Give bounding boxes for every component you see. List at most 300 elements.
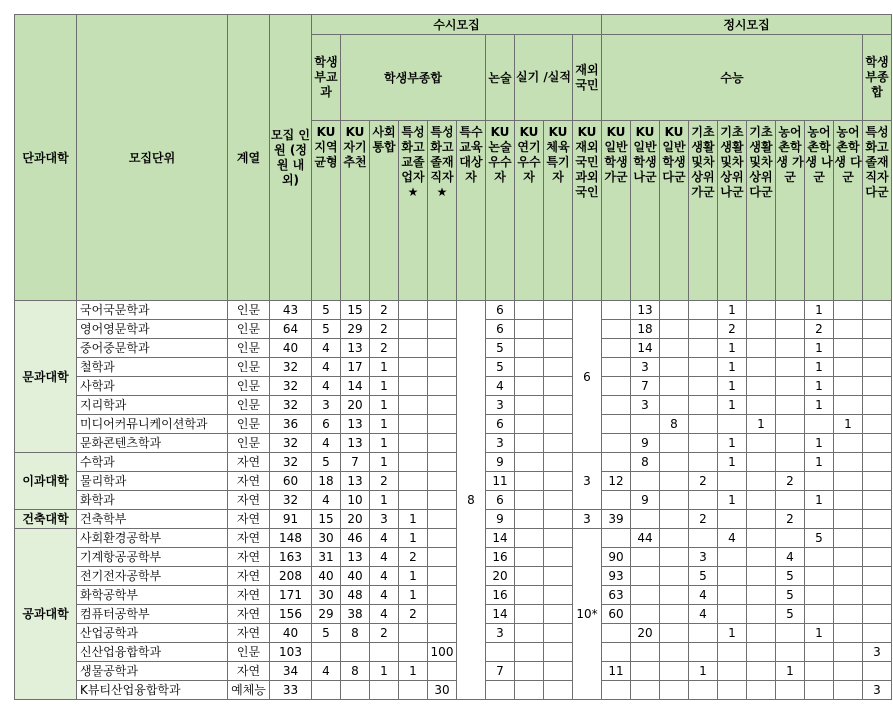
header-track: 계열	[228, 15, 270, 301]
value-cell: 63	[602, 586, 631, 605]
value-cell	[602, 301, 631, 320]
value-cell: 11	[602, 662, 631, 681]
unit-cell: 전기전자공학부	[77, 567, 228, 586]
value-cell	[834, 301, 863, 320]
value-cell	[631, 586, 660, 605]
value-cell: 1	[718, 491, 747, 510]
value-cell	[399, 320, 428, 339]
value-cell	[747, 301, 776, 320]
header-jeongsi-suneung: 수능	[602, 35, 863, 121]
value-cell: 17	[341, 358, 370, 377]
value-cell	[660, 396, 689, 415]
value-cell	[631, 681, 660, 700]
header-college: 단과대학	[15, 15, 77, 301]
value-cell	[805, 643, 834, 662]
value-cell	[515, 377, 544, 396]
table-body	[15, 301, 892, 700]
value-cell: 5	[776, 567, 805, 586]
value-cell	[399, 358, 428, 377]
table-row	[15, 548, 892, 567]
value-cell	[660, 472, 689, 491]
value-cell	[747, 434, 776, 453]
value-cell	[515, 301, 544, 320]
track-cell: 인문	[228, 377, 270, 396]
value-cell	[776, 301, 805, 320]
unit-cell: 기계항공공학부	[77, 548, 228, 567]
table-row	[15, 662, 892, 681]
value-cell	[660, 529, 689, 548]
quota-cell: 32	[270, 434, 312, 453]
value-cell	[660, 339, 689, 358]
track-cell: 자연	[228, 567, 270, 586]
value-cell	[776, 491, 805, 510]
value-cell	[863, 396, 892, 415]
value-cell	[805, 548, 834, 567]
quota-cell: 32	[270, 491, 312, 510]
value-cell	[544, 624, 573, 643]
value-cell	[602, 377, 631, 396]
table-row	[15, 605, 892, 624]
track-cell: 인문	[228, 434, 270, 453]
value-cell	[399, 396, 428, 415]
value-cell	[689, 377, 718, 396]
value-cell	[370, 643, 399, 662]
value-cell	[399, 453, 428, 472]
table-row	[15, 491, 892, 510]
quota-cell: 32	[270, 453, 312, 472]
value-cell	[834, 320, 863, 339]
college-cell: 공과대학	[15, 529, 77, 700]
value-cell: 46	[341, 529, 370, 548]
track-cell: 자연	[228, 548, 270, 567]
value-cell	[834, 396, 863, 415]
value-cell: 1	[805, 339, 834, 358]
table-row	[15, 339, 892, 358]
unit-cell: 미디어커뮤니케이션학과	[77, 415, 228, 434]
value-cell: 4	[370, 548, 399, 567]
value-cell	[515, 339, 544, 358]
value-cell: 1	[805, 491, 834, 510]
value-cell: 1	[370, 396, 399, 415]
value-cell	[863, 434, 892, 453]
value-cell	[834, 472, 863, 491]
value-cell	[660, 301, 689, 320]
value-cell	[544, 491, 573, 510]
quota-cell: 148	[270, 529, 312, 548]
subheader: 특성화고졸재직자★	[428, 121, 457, 301]
value-cell	[312, 681, 341, 700]
value-cell: 3	[631, 396, 660, 415]
value-cell	[660, 434, 689, 453]
value-cell	[689, 339, 718, 358]
value-cell: 1	[718, 624, 747, 643]
value-cell	[341, 643, 370, 662]
value-cell: 38	[341, 605, 370, 624]
value-cell: 16	[486, 548, 515, 567]
value-cell	[718, 586, 747, 605]
value-cell: 5	[486, 358, 515, 377]
value-cell	[805, 415, 834, 434]
value-cell	[428, 567, 457, 586]
header-susi-nonsul: 논술	[486, 35, 515, 121]
merged-overseas-cell: 10*	[573, 529, 602, 700]
value-cell	[515, 662, 544, 681]
value-cell	[631, 548, 660, 567]
value-cell	[718, 567, 747, 586]
unit-cell: 지리학과	[77, 396, 228, 415]
quota-cell: 208	[270, 567, 312, 586]
value-cell: 2	[370, 339, 399, 358]
value-cell	[399, 643, 428, 662]
value-cell	[805, 472, 834, 491]
value-cell	[515, 396, 544, 415]
value-cell: 20	[341, 396, 370, 415]
value-cell	[544, 662, 573, 681]
value-cell	[805, 567, 834, 586]
value-cell	[660, 377, 689, 396]
track-cell: 자연	[228, 491, 270, 510]
value-cell	[399, 472, 428, 491]
value-cell: 8	[631, 453, 660, 472]
quota-cell: 32	[270, 377, 312, 396]
value-cell	[428, 320, 457, 339]
value-cell	[486, 681, 515, 700]
value-cell: 4	[312, 491, 341, 510]
value-cell	[776, 434, 805, 453]
value-cell	[399, 681, 428, 700]
value-cell: 1	[805, 624, 834, 643]
value-cell: 1	[370, 415, 399, 434]
subheader: 특수교육대상자	[457, 121, 486, 301]
value-cell	[370, 681, 399, 700]
table-row	[15, 358, 892, 377]
header-susi-jaeoe: 재외 국민	[573, 35, 602, 121]
value-cell	[544, 453, 573, 472]
value-cell: 4	[370, 529, 399, 548]
quota-cell: 40	[270, 624, 312, 643]
value-cell	[602, 339, 631, 358]
table-row	[15, 453, 892, 472]
value-cell: 9	[631, 491, 660, 510]
value-cell: 14	[486, 605, 515, 624]
table-row	[15, 434, 892, 453]
value-cell	[863, 453, 892, 472]
value-cell	[660, 548, 689, 567]
value-cell	[515, 643, 544, 662]
value-cell	[428, 396, 457, 415]
value-cell: 1	[805, 377, 834, 396]
value-cell	[544, 434, 573, 453]
value-cell	[428, 548, 457, 567]
value-cell	[863, 339, 892, 358]
quota-cell: 33	[270, 681, 312, 700]
value-cell	[863, 472, 892, 491]
unit-cell: K뷰티산업융합학과	[77, 681, 228, 700]
value-cell: 6	[486, 301, 515, 320]
subheader: 특성화고교졸업자★	[399, 121, 428, 301]
value-cell: 4	[312, 662, 341, 681]
unit-cell: 산업공학과	[77, 624, 228, 643]
value-cell: 2	[776, 472, 805, 491]
value-cell	[631, 605, 660, 624]
value-cell: 4	[312, 377, 341, 396]
value-cell	[718, 472, 747, 491]
value-cell	[660, 586, 689, 605]
value-cell: 44	[631, 529, 660, 548]
value-cell: 10	[341, 491, 370, 510]
value-cell	[399, 301, 428, 320]
value-cell	[515, 510, 544, 529]
subheader: 농어촌학생 나군	[805, 121, 834, 301]
value-cell	[747, 396, 776, 415]
value-cell	[631, 472, 660, 491]
value-cell: 39	[602, 510, 631, 529]
value-cell	[428, 529, 457, 548]
value-cell	[689, 320, 718, 339]
value-cell	[399, 415, 428, 434]
value-cell: 60	[602, 605, 631, 624]
value-cell	[718, 510, 747, 529]
unit-cell: 국어국문학과	[77, 301, 228, 320]
value-cell: 1	[718, 434, 747, 453]
value-cell	[776, 453, 805, 472]
value-cell: 4	[370, 567, 399, 586]
value-cell	[863, 301, 892, 320]
value-cell	[689, 491, 718, 510]
unit-cell: 중어중문학과	[77, 339, 228, 358]
value-cell	[776, 681, 805, 700]
value-cell: 2	[689, 510, 718, 529]
value-cell	[399, 377, 428, 396]
subheader: KU자기추천	[341, 121, 370, 301]
quota-cell: 171	[270, 586, 312, 605]
value-cell	[776, 396, 805, 415]
value-cell: 2	[370, 320, 399, 339]
value-cell: 20	[486, 567, 515, 586]
subheader: KU논술우수자	[486, 121, 515, 301]
header-jeongsi-jonghap: 학생부종합	[863, 35, 892, 121]
track-cell: 자연	[228, 624, 270, 643]
value-cell: 13	[341, 548, 370, 567]
value-cell	[602, 415, 631, 434]
value-cell: 2	[370, 301, 399, 320]
merged-special-ed-cell: 8	[457, 301, 486, 700]
value-cell	[805, 586, 834, 605]
value-cell	[399, 624, 428, 643]
value-cell	[805, 681, 834, 700]
value-cell	[747, 320, 776, 339]
value-cell	[631, 662, 660, 681]
value-cell	[428, 586, 457, 605]
value-cell	[776, 643, 805, 662]
subheader: 기초생활및차상위 나군	[718, 121, 747, 301]
value-cell: 1	[399, 567, 428, 586]
value-cell: 1	[718, 453, 747, 472]
admissions-table	[14, 14, 892, 700]
value-cell	[544, 377, 573, 396]
value-cell	[544, 510, 573, 529]
value-cell	[544, 548, 573, 567]
value-cell: 4	[718, 529, 747, 548]
value-cell: 1	[718, 339, 747, 358]
header-unit: 모집단위	[77, 15, 228, 301]
value-cell	[660, 643, 689, 662]
value-cell	[602, 529, 631, 548]
header-susi-silgi: 실기 /실적	[515, 35, 573, 121]
subheader: KU일반학생 다군	[660, 121, 689, 301]
value-cell	[747, 453, 776, 472]
table-row	[15, 301, 892, 320]
value-cell	[515, 472, 544, 491]
value-cell	[399, 339, 428, 358]
value-cell	[689, 415, 718, 434]
value-cell: 12	[602, 472, 631, 491]
value-cell	[689, 396, 718, 415]
subheader: KU일반학생 나군	[631, 121, 660, 301]
value-cell: 30	[312, 586, 341, 605]
value-cell	[486, 643, 515, 662]
value-cell	[863, 491, 892, 510]
value-cell: 2	[689, 472, 718, 491]
value-cell	[602, 681, 631, 700]
value-cell	[602, 643, 631, 662]
value-cell	[834, 567, 863, 586]
value-cell	[863, 548, 892, 567]
value-cell	[747, 624, 776, 643]
value-cell: 3	[486, 434, 515, 453]
value-cell	[776, 529, 805, 548]
quota-cell: 156	[270, 605, 312, 624]
value-cell	[776, 624, 805, 643]
value-cell	[544, 681, 573, 700]
subheader: 특성화고졸재직자 다군	[863, 121, 892, 301]
table-row	[15, 586, 892, 605]
subheader: KU일반학생 가군	[602, 121, 631, 301]
value-cell	[834, 643, 863, 662]
track-cell: 인문	[228, 643, 270, 662]
value-cell	[689, 453, 718, 472]
value-cell	[834, 453, 863, 472]
unit-cell: 수학과	[77, 453, 228, 472]
value-cell	[602, 453, 631, 472]
value-cell	[660, 624, 689, 643]
value-cell	[718, 681, 747, 700]
value-cell: 1	[718, 377, 747, 396]
unit-cell: 신산업융합학과	[77, 643, 228, 662]
value-cell: 5	[486, 339, 515, 358]
value-cell: 40	[341, 567, 370, 586]
value-cell: 13	[341, 434, 370, 453]
quota-cell: 36	[270, 415, 312, 434]
value-cell: 2	[370, 624, 399, 643]
subheader: KU체육특기자	[544, 121, 573, 301]
value-cell	[834, 548, 863, 567]
value-cell	[834, 339, 863, 358]
value-cell	[776, 415, 805, 434]
value-cell: 4	[776, 548, 805, 567]
table-row	[15, 529, 892, 548]
subheader: KU연기우수자	[515, 121, 544, 301]
table-row	[15, 415, 892, 434]
value-cell: 4	[312, 339, 341, 358]
unit-cell: 사학과	[77, 377, 228, 396]
unit-cell: 물리학과	[77, 472, 228, 491]
value-cell: 1	[805, 453, 834, 472]
value-cell: 1	[805, 358, 834, 377]
value-cell	[515, 529, 544, 548]
value-cell: 29	[312, 605, 341, 624]
value-cell	[544, 320, 573, 339]
value-cell	[515, 605, 544, 624]
value-cell: 18	[631, 320, 660, 339]
value-cell: 13	[341, 415, 370, 434]
value-cell	[718, 548, 747, 567]
value-cell	[428, 472, 457, 491]
value-cell: 14	[341, 377, 370, 396]
table-row	[15, 624, 892, 643]
value-cell	[747, 643, 776, 662]
value-cell	[602, 396, 631, 415]
value-cell	[747, 529, 776, 548]
value-cell	[428, 358, 457, 377]
value-cell	[747, 586, 776, 605]
value-cell: 8	[341, 662, 370, 681]
value-cell	[863, 510, 892, 529]
track-cell: 인문	[228, 415, 270, 434]
value-cell: 2	[718, 320, 747, 339]
table-row	[15, 510, 892, 529]
value-cell	[747, 339, 776, 358]
quota-cell: 103	[270, 643, 312, 662]
value-cell	[863, 415, 892, 434]
quota-cell: 32	[270, 358, 312, 377]
value-cell	[863, 662, 892, 681]
value-cell: 1	[689, 662, 718, 681]
value-cell: 2	[776, 510, 805, 529]
value-cell: 3	[312, 396, 341, 415]
value-cell	[834, 510, 863, 529]
college-cell: 이과대학	[15, 453, 77, 510]
value-cell	[602, 491, 631, 510]
track-cell: 인문	[228, 301, 270, 320]
table-row	[15, 320, 892, 339]
quota-cell: 43	[270, 301, 312, 320]
track-cell: 인문	[228, 396, 270, 415]
value-cell	[660, 662, 689, 681]
unit-cell: 생물공학과	[77, 662, 228, 681]
value-cell: 5	[689, 567, 718, 586]
value-cell: 6	[486, 491, 515, 510]
value-cell	[428, 510, 457, 529]
value-cell: 1	[370, 491, 399, 510]
value-cell: 1	[370, 434, 399, 453]
value-cell	[718, 605, 747, 624]
value-cell: 4	[689, 586, 718, 605]
value-cell: 9	[486, 510, 515, 529]
value-cell	[428, 377, 457, 396]
value-cell: 93	[602, 567, 631, 586]
header-susi-gyogwa: 학생부교과	[312, 35, 341, 121]
value-cell	[863, 529, 892, 548]
value-cell: 1	[805, 434, 834, 453]
value-cell: 18	[312, 472, 341, 491]
merged-overseas-cell: 3	[573, 510, 602, 529]
value-cell: 3	[631, 358, 660, 377]
table-row	[15, 377, 892, 396]
track-cell: 자연	[228, 510, 270, 529]
value-cell: 1	[399, 510, 428, 529]
value-cell: 3	[863, 681, 892, 700]
